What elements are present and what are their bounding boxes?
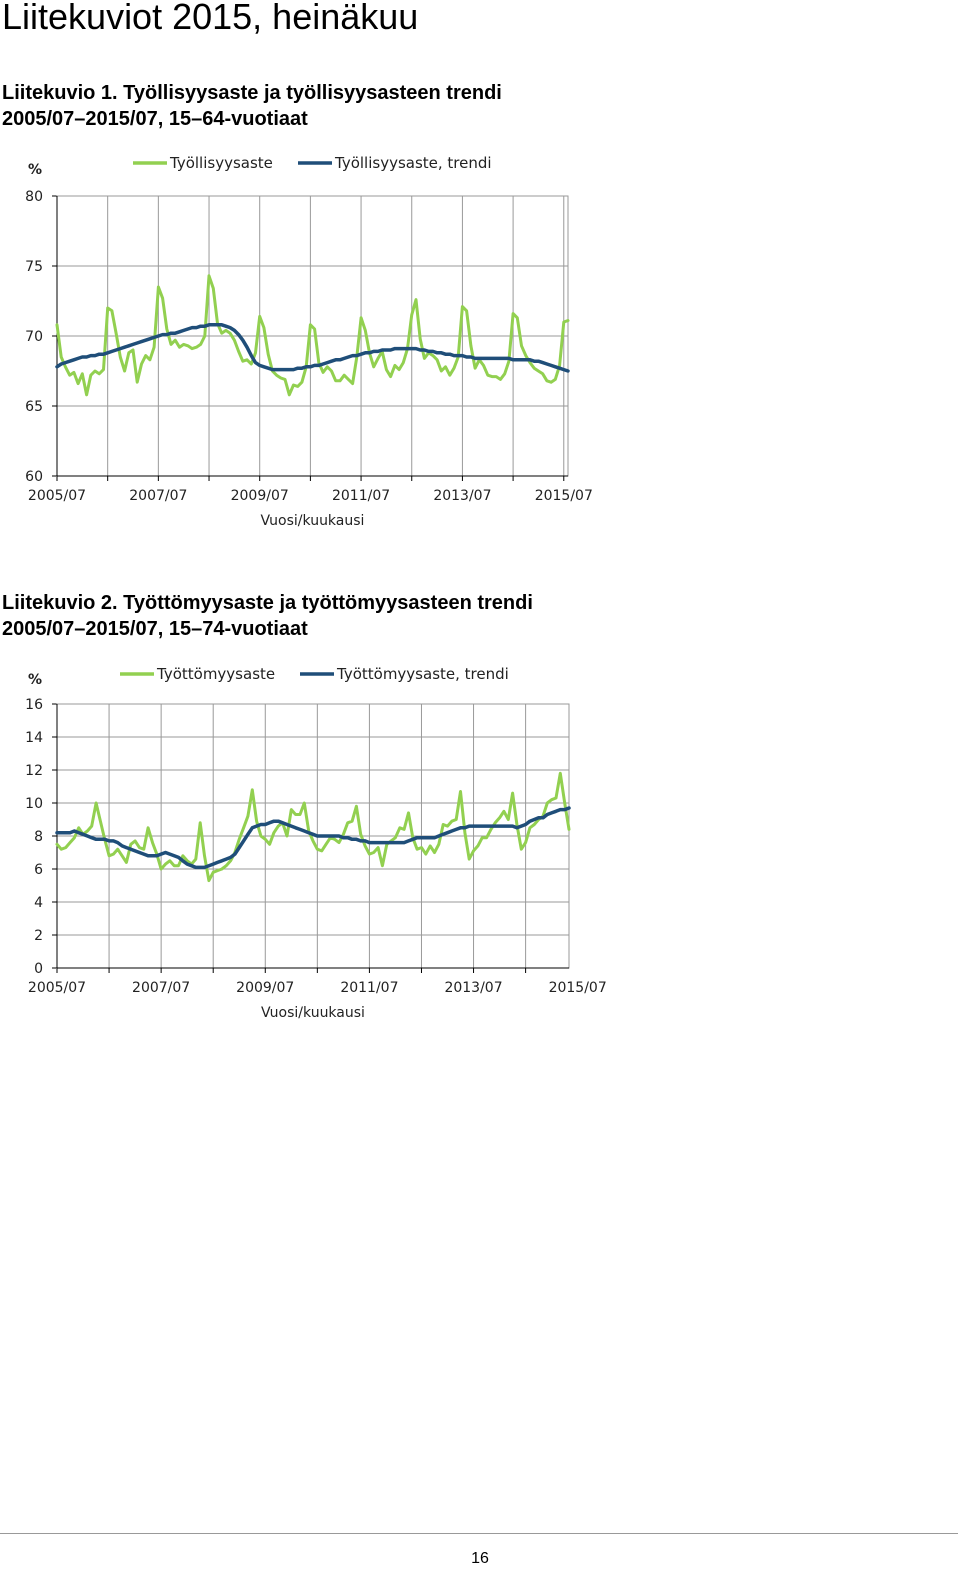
- y-axis-unit-label: %: [27, 672, 43, 688]
- x-tick-label: 2015/07: [534, 488, 593, 504]
- y-tick-label: 4: [34, 895, 43, 911]
- page-number: 16: [471, 1550, 489, 1567]
- figure-2-caption: [2, 590, 533, 642]
- y-tick-label: 2: [34, 928, 43, 944]
- y-axis-unit-label: %: [27, 162, 43, 178]
- legend-label-trend: Työttömyysaste, trendi: [337, 665, 509, 683]
- x-tick-label: 2007/07: [129, 488, 188, 504]
- x-tick-label: 2011/07: [340, 980, 399, 996]
- unemployment-rate-chart: [0, 656, 620, 1036]
- x-axis-title: Vuosi/kuukausi: [261, 1005, 365, 1021]
- legend-label-trend: Työllisyysaste, trendi: [335, 154, 492, 172]
- series-line-rate: [57, 276, 568, 395]
- y-tick-label: 60: [25, 469, 43, 485]
- figure-1-caption-line-2: 2005/07–2015/07, 15–64-vuotiaat: [2, 108, 308, 130]
- x-tick-label: 2005/07: [27, 488, 87, 504]
- y-tick-label: 75: [25, 259, 43, 275]
- legend-label-rate: Työttömyysaste: [157, 665, 276, 683]
- page-title: Liitekuviot 2015, heinäkuu: [2, 0, 419, 37]
- x-tick-label: 2007/07: [132, 980, 191, 996]
- y-tick-label: 12: [25, 763, 43, 779]
- footer-divider: [0, 1533, 958, 1534]
- x-axis-title: Vuosi/kuukausi: [260, 513, 365, 529]
- figure-2-caption-line-1: Liitekuvio 2. Työttömyysaste ja työttömyysasteen trendi: [2, 592, 533, 614]
- y-tick-label: 70: [25, 329, 43, 345]
- employment-rate-chart: [0, 146, 620, 546]
- figure-1-caption: [2, 80, 502, 132]
- x-tick-label: 2013/07: [444, 980, 503, 996]
- y-tick-label: 14: [25, 730, 43, 746]
- y-tick-label: 16: [25, 697, 43, 713]
- figure-2-caption-line-2: 2005/07–2015/07, 15–74-vuotiaat: [2, 618, 308, 640]
- x-tick-label: 2005/07: [27, 980, 87, 996]
- x-tick-label: 2015/07: [548, 980, 607, 996]
- figure-1-caption-line-1: Liitekuvio 1. Työllisyysaste ja työllisyysasteen trendi: [2, 82, 502, 104]
- y-tick-label: 0: [34, 961, 43, 977]
- x-tick-label: 2009/07: [230, 488, 289, 504]
- legend-label-rate: Työllisyysaste: [170, 154, 273, 172]
- x-tick-label: 2009/07: [236, 980, 295, 996]
- y-tick-label: 6: [34, 862, 43, 878]
- y-tick-label: 8: [34, 829, 43, 845]
- y-tick-label: 65: [25, 399, 43, 415]
- x-tick-label: 2011/07: [331, 488, 391, 504]
- y-tick-label: 80: [25, 189, 43, 205]
- x-tick-label: 2013/07: [433, 488, 492, 504]
- y-tick-label: 10: [25, 796, 43, 812]
